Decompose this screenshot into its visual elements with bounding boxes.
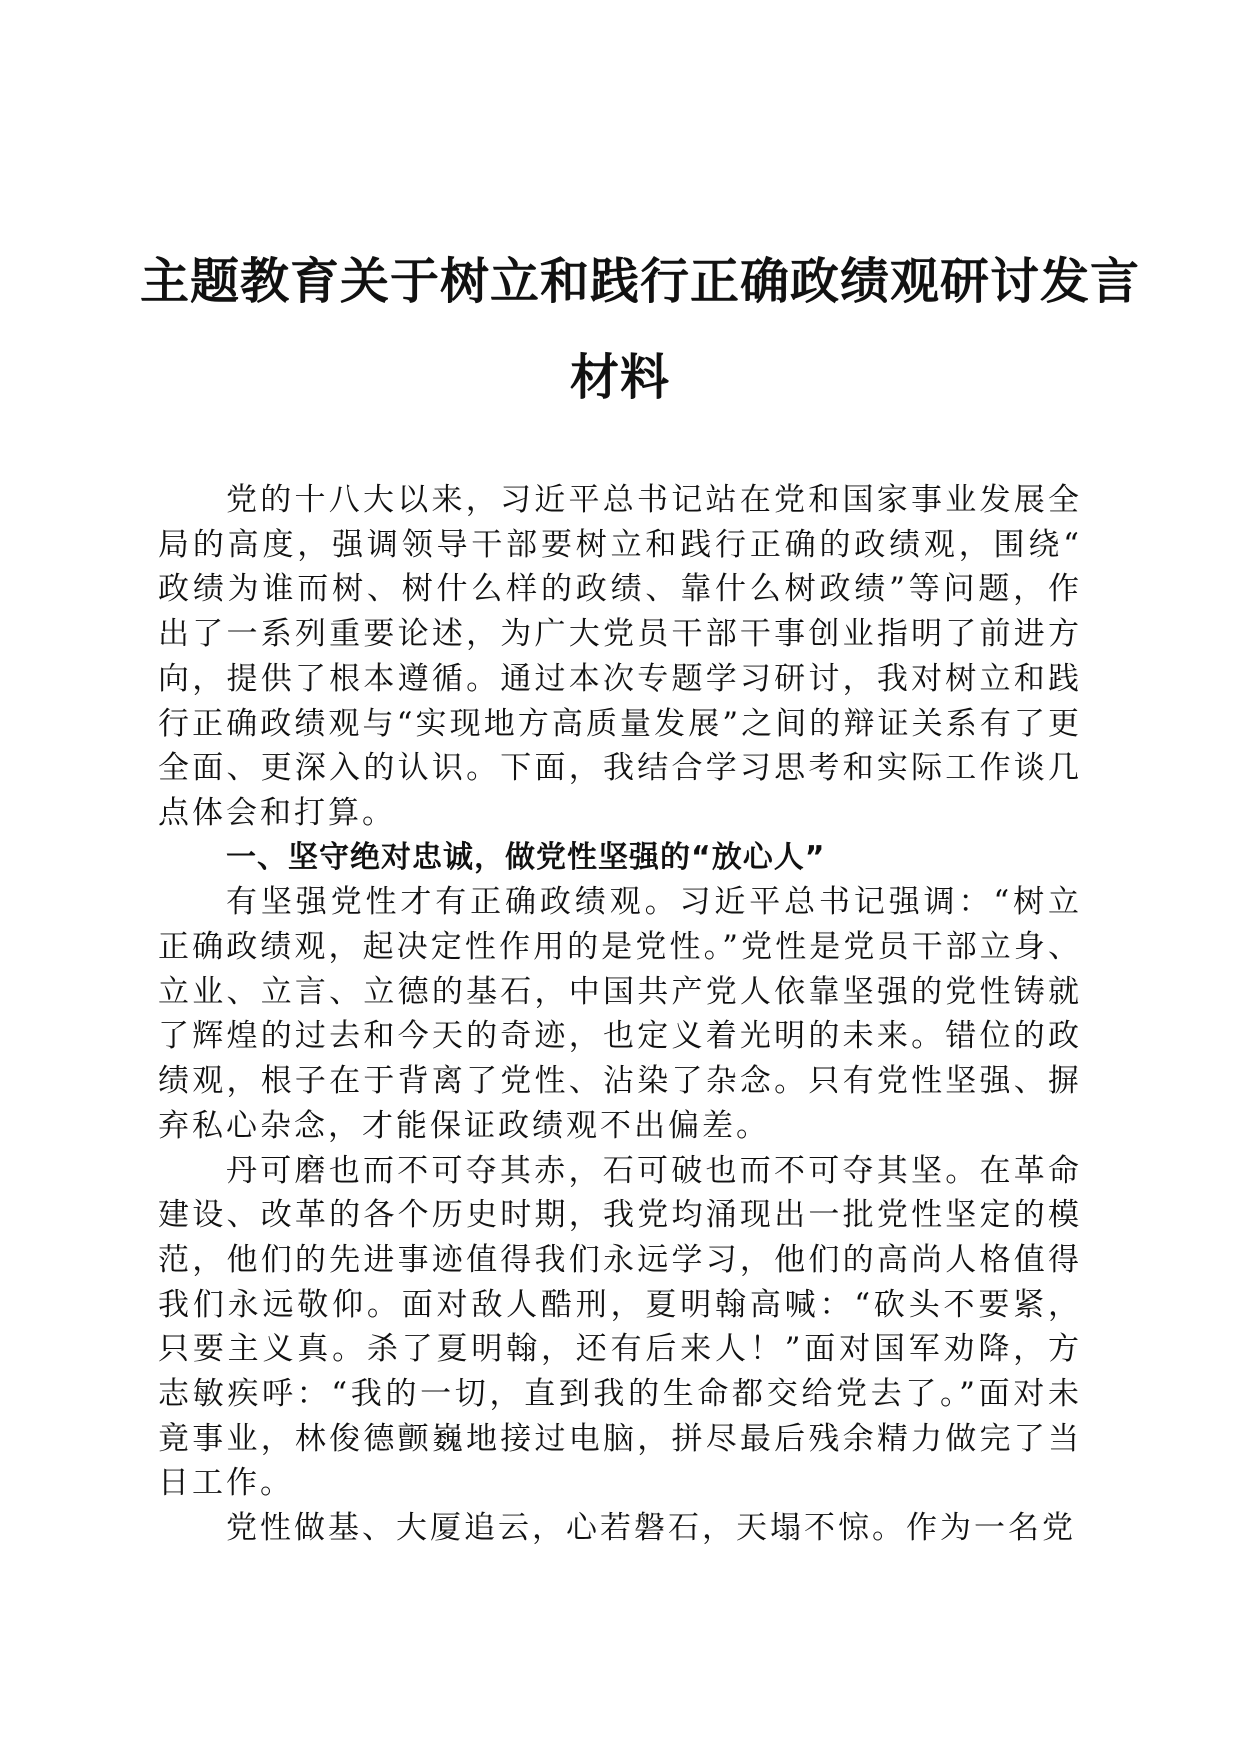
section-1-paragraph-3: 党性做基、大厦追云，心若磐石，天塌不惊。作为一名党 xyxy=(226,1510,1076,1547)
document-body xyxy=(158,478,1082,1551)
intro-paragraph: 党的十八大以来，习近平总书记站在党和国家事业发展全局的高度，强调领导干部要树立和践行正确的政绩观，围绕“政绩为谁而树、树什么样的政绩、靠什么树政绩”等问题，作出了一系列重要论述，为广大党员干部干事创业指明了前进方向，提供了根本遵循。通过本次专题学习研讨，我对树立和践行正确政绩观与“实现地方高质量发展”之间的辩证关系有了更全面、更深入的认识。下面，我结合学习思考和实际工作谈几点体会和打算。 xyxy=(158,482,1082,831)
section-1-paragraph-2: 丹可磨也而不可夺其赤，石可破也而不可夺其坚。在革命建设、改革的各个历史时期，我党均涌现出一批党性坚定的模范，他们的先进事迹值得我们永远学习，他们的高尚人格值得我们永远敬仰。面对敌人酷刑，夏明翰高喊：“砍头不要紧，只要主义真。杀了夏明翰，还有后来人！”面对国军劝降，方志敏疾呼：“我的一切，直到我的生命都交给党去了。”面对未竟事业，林俊德颤巍地接过电脑，拼尽最后残余精力做完了当日工作。 xyxy=(158,1152,1082,1502)
section-1-paragraph-1: 有坚强党性才有正确政绩观。习近平总书记强调：“树立正确政绩观，起决定性作用的是党性。”党性是党员干部立身、立业、立言、立德的基石，中国共产党人依靠坚强的党性铸就了辉煌的过去和今天的奇迹，也定义着光明的未来。错位的政绩观，根子在于背离了党性、沾染了杂念。只有党性坚强、摒弃私心杂念，才能保证政绩观不出偏差。 xyxy=(158,884,1082,1144)
section-1-heading: 一、坚守绝对忠诚，做党性坚强的“放心人” xyxy=(226,839,826,875)
document-title-line-2: 材料 xyxy=(569,348,670,406)
document-title-line-1: 主题教育关于树立和践行正确政绩观研讨发言 xyxy=(140,252,1141,310)
